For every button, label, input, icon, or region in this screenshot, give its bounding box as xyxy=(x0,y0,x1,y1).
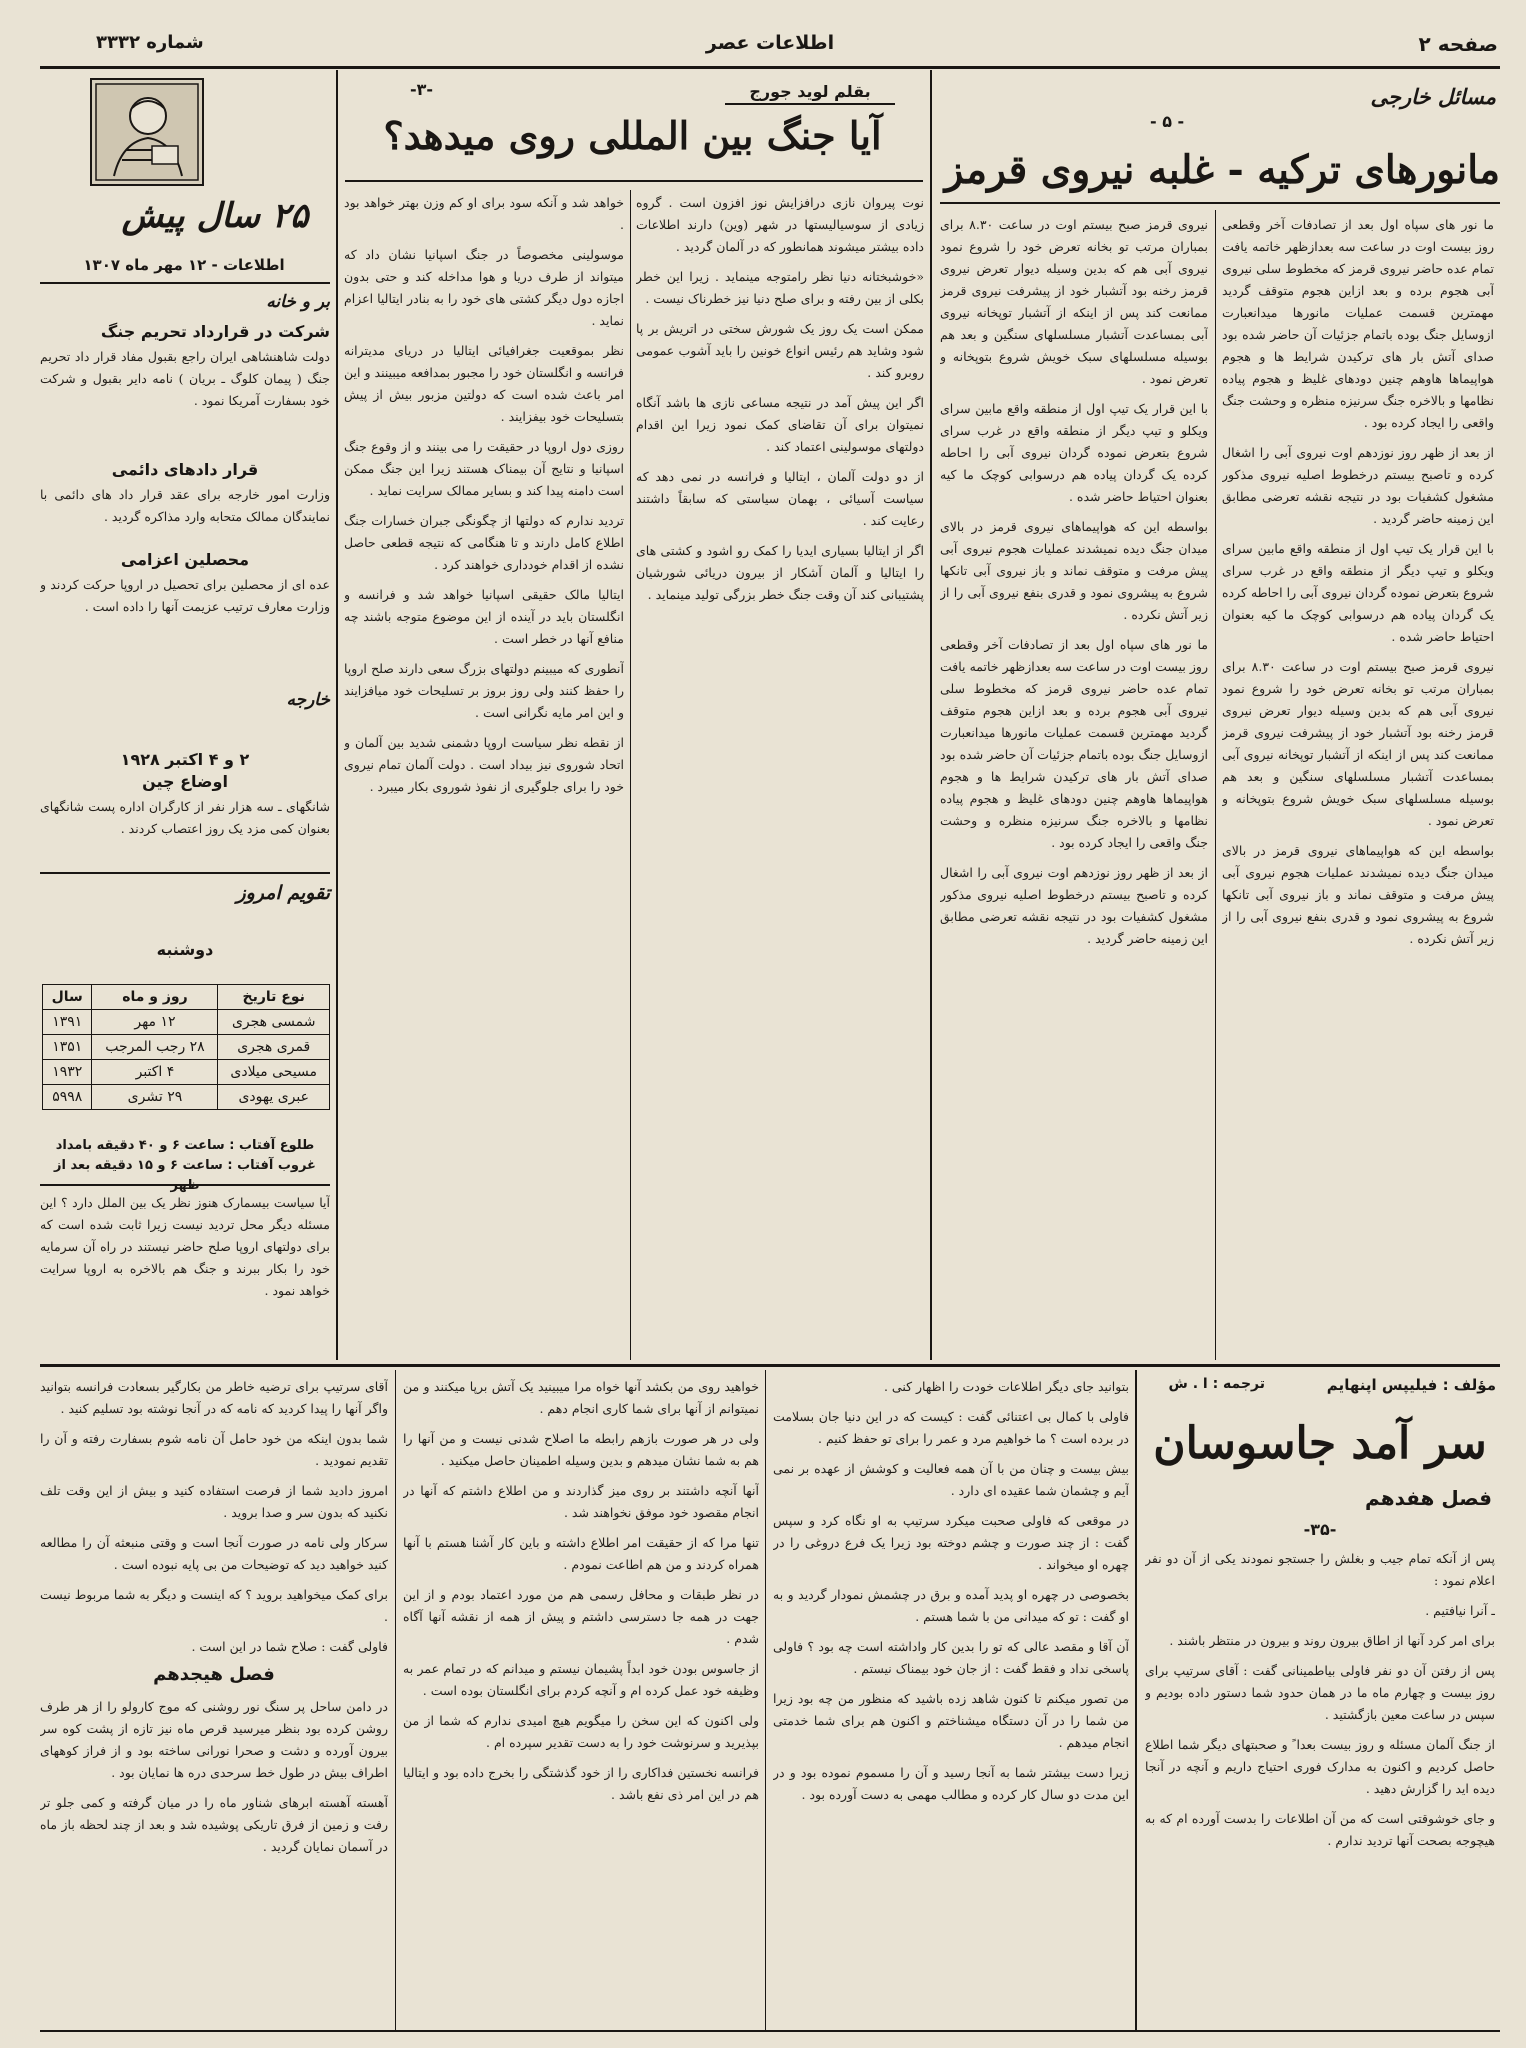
table-row xyxy=(43,1085,330,1110)
column-divider xyxy=(630,190,631,1360)
news-text-3: عده ای از محصلین برای تحصیل در اروپا حرکت کردند و وزارت معارف ترتیب عزیمت آنها را داده است . xyxy=(40,577,330,614)
article-middle-column-1 xyxy=(636,192,924,1342)
table-cell: ۱۹۳۲ xyxy=(43,1060,92,1085)
day-name: دوشنبه xyxy=(156,940,214,959)
paragraph: ولی در هر صورت بازهم رابطه ما اصلاح شدنی نیست و من آنها را هم به شما نشان میدهم و بدین وسیله اطمینان حاصل میکنید . xyxy=(403,1431,759,1468)
table-row xyxy=(43,1010,330,1035)
paragraph: بواسطه این که هواپیماهای نیروی قرمز در بالای میدان جنگ دیده نمیشدند عملیات هجوم نیروی آبی پیش مرفت و متوقف نماند و باز نیروی آبی تانکها شروع به پیشروی نمود و قدری بنفع نیروی آبی را از زیر آتش نکرده . xyxy=(1222,843,1494,946)
table-row xyxy=(43,1060,330,1085)
paragraph: ایتالیا مالک حقیقی اسپانیا خواهد شد و فرانسه و انگلستان باید در آینده از این موضوع متوجه باشند چه منافع آنها در خطر است . xyxy=(344,587,624,646)
paragraph: «خوشبختانه دنیا نظر رامتوجه مینماید . زیرا این خطر بکلی از بین رفته و برای صلح دنیا نیز خطرناک نیست . xyxy=(636,269,924,306)
table-row xyxy=(43,1035,330,1060)
table-cell: ۱۳۹۱ xyxy=(43,1010,92,1035)
serial-title: سر آمد جاسوسان xyxy=(1153,1418,1487,1469)
foreign-date: ۲ و ۴ اکتبر ۱۹۲۸ xyxy=(120,750,250,769)
paragraph: آهسته آهسته ابرهای شناور ماه را در میان گرفته و کمی جلو تر رفت و زمین از فرق تاریکی پوشیده شد و بعد از چند لحظه باز ماه در آسمان نمایان گردید . xyxy=(40,1795,388,1854)
foreign-text: شانگهای ـ سه هزار نفر از کارگران اداره پست شانگهای بعنوان کمی مزد یک روز اعتصاب کردند . xyxy=(40,799,330,836)
news-head-1: شرکت در قرارداد تحریم جنگ xyxy=(100,322,330,341)
paragraph: در موقعی که فاولی صحبت میکرد سرتیپ به او نگاه کرد و سپس گفت : از چند صورت و چشم دوخته بود زیرا یک فرع دروغی را در چهره او میخواند . xyxy=(773,1513,1129,1572)
masthead-rule xyxy=(40,66,1500,69)
serial-number: -۳۵- xyxy=(1303,1520,1337,1539)
calendar-table xyxy=(42,984,330,1110)
paragraph: برای کمک میخواهید بروید ؟ که اینست و دیگر به شما مربوط نیست . xyxy=(40,1587,388,1624)
table-header: نوع تاریخ xyxy=(218,985,330,1010)
foreign-head: اوضاع چین xyxy=(142,772,228,791)
paragraph: نیروی قرمز صبح بیستم اوت در ساعت ۸.۳۰ برای بمباران مرتب تو بخانه تعرض خود را شروع نمود نیروی آبی هم که بدین وسیله دیوار تعرض نیروی قرمز رخنه بود آتشبار خود از پیشرفت نیروی قرمز ممانعت کند پس از اینکه از آتشبار توپخانه نیروی آبی بمساعدت آتشبار مسلسلهای سنگین و بعد هم بوسیله مسلسلهای سبک خویش شروع بتوپخانه و تعرض نمود . xyxy=(940,217,1208,386)
paragraph: سرکار ولی نامه در صورت آنجا است و وقتی منبعثه آن را مطالعه کنید خواهید دید که توضیحات من بی پایه نبوده است . xyxy=(40,1535,388,1572)
serial-translator: ترجمه : ا . ش xyxy=(1168,1376,1265,1392)
paragraph: تنها مرا که از حقیقت امر اطلاع داشته و باین کار آشنا هستم با آنها همراه کردند و من هم اطاعت نمودم . xyxy=(403,1535,759,1572)
table-cell: ۵۹۹۸ xyxy=(43,1085,92,1110)
bottom-rule xyxy=(40,2030,1500,2032)
paragraph: بتوانید جای دیگر اطلاعات خودت را اظهار کنی . xyxy=(883,1379,1129,1394)
paragraph: خواهد شد و آنکه سود برای او کم وزن بهتر خواهد بود . xyxy=(344,195,624,232)
table-cell: ۲۹ تشری xyxy=(92,1085,218,1110)
paragraph: من تصور میکنم تا کنون شاهد زده باشید که منظور من چه بود زیرا من شما را در آن دستگاه میشناختم و اکنون هم برای شما خدمتی انجام میدهم . xyxy=(773,1691,1129,1750)
column-divider xyxy=(395,1370,396,2030)
paragraph: فرانسه نخستین فداکاری را از خود گذشتگی را بخرج داده بود و ایتالیا هم در این امر ذی نفع باشد . xyxy=(403,1765,759,1802)
paragraph: بیش بیست و چنان من با آن همه فعالیت و کوشش از عهده بر نمی آیم و چشمان شما عقیده ای دارد . xyxy=(773,1461,1129,1498)
author-byline: بقلم لوید جورج xyxy=(725,82,895,105)
paragraph: شما بدون اینکه من خود حامل آن نامه شوم بسفارت رفته و آن را تقدیم نمودید . xyxy=(40,1431,388,1468)
serial-column-3 xyxy=(403,1376,759,2026)
paragraph: با این قرار یک تیپ اول از منطقه واقع مابین سرای ویکلو و تیپ دیگر از منطقه واقع در غرب سرای شروع بتعرض نموده گردان نیروی آبی را احاطه کرده یک گردان پیاده هم درسوابی کوچک ما کیه بعنوان احتیاط حاضر شده . xyxy=(1222,541,1494,644)
section-calendar: تقویم امروز xyxy=(236,882,330,904)
portrait-icon xyxy=(92,80,202,184)
article-middle-column-2 xyxy=(344,192,624,1342)
paragraph: زیرا دست بیشتر شما به آنجا رسید و آن را مسموم نموده بود و در این مدت دو سال کار کرده و مطالب مهمی به دست آورده بود . xyxy=(773,1765,1129,1802)
box-title: ۲۵ سال پیش xyxy=(121,196,309,236)
paragraph: از بعد از ظهر روز نوزدهم اوت نیروی آبی را اشغال کرده و تاصبح بیستم درخطوط اصلیه نیروی مذکور مشغول کشفیات بود در نتیجه نقشه تعرضی مطابق این زمینه حاضر گردید . xyxy=(940,865,1208,946)
paragraph: موسولینی مخصوصاً در جنگ اسپانیا نشان داد که میتواند از طرف دریا و هوا مداخله کند و حتی بدون اجازه دول دیگر کشتی های خود را به بنادر ایتالیا اعزام نماید . xyxy=(344,247,624,328)
table-header: سال xyxy=(43,985,92,1010)
section-label xyxy=(1196,84,1496,109)
serial-author: مؤلف : فیلیپس اپنهایم xyxy=(1326,1376,1496,1394)
paper-name: اطلاعات عصر xyxy=(705,32,835,54)
paragraph: بخصوصی در چهره او پدید آمده و برق در چشمش نمودار گردید و به او گفت : تو که میدانی من با شما هستم . xyxy=(773,1587,1129,1624)
left-bottom-text: آیا سیاست بیسمارک هنوز نظر یک بین الملل دارد ؟ این مسئله دیگر محل تردید نیست زیرا ثابت شده است که برای دولتهای اروپا صلح حاضر نیستند در راه آن سرمایه خود را بکار ببرند و جنگ هم بالاخره به اروپا سرایت خواهد نمود . xyxy=(40,1195,330,1298)
table-cell: مسیحی میلادی xyxy=(218,1060,330,1085)
section-foreign: خارجه xyxy=(286,690,330,710)
paragraph: در دامن ساحل پر سنگ نور روشنی که موج کارولو را از هر طرف روشن کرده بود بنظر میرسید قرص ماه نیز تازه از پشت کوه سر بیرون آورده و دشت و صحرا نورانی ساخته بود و از فراز کوههای اطراف بیش در طول خط سرحدی دره ها نمایان بود . xyxy=(40,1699,388,1780)
news-head-3: محصلین اعزامی xyxy=(120,550,250,569)
serial-column-1 xyxy=(1145,1548,1495,2028)
table-header: روز و ماه xyxy=(92,985,218,1010)
paragraph: در نظر طبقات و محافل رسمی هم من مورد اعتماد بودم و از این جهت در همه جا دسترسی داشتم و پیش از همه از نقشه آنها آگاه شدم . xyxy=(403,1587,759,1646)
news-text-2: وزارت امور خارجه برای عقد قرار داد های دائمی با نمایندگان ممالک متحابه وارد مذاکره گردید . xyxy=(40,487,330,524)
sun-times: طلوع آفتاب : ساعت ۶ و ۴۰ دقیقه بامداد غروب آفتاب : ساعت ۶ و ۱۵ دقیقه بعد از xyxy=(54,1138,316,1173)
paragraph: ولی اکنون که این سخن را میگویم هیچ امیدی ندارم که شما از من بپذیرید و سرنوشت خود را به دست تقدیر سپرده ام . xyxy=(403,1713,759,1750)
paragraph: بواسطه این که هواپیماهای نیروی قرمز در بالای میدان جنگ دیده نمیشدند عملیات هجوم نیروی آبی پیش مرفت و متوقف نماند و باز نیروی آبی تانکها شروع به پیشروی نمود و قدری بنفع نیروی آبی را از زیر آتش نکرده . xyxy=(940,519,1208,622)
headline-rule xyxy=(345,180,923,182)
paragraph: روزی دول اروپا در حقیقت را می بینند و از وقوع جنگ اسپانیا و نتایج آن بیمناک هستند زیرا این جنگ ممکن است دامنه پیدا کند و بسایر ممالک سرایت نماید . xyxy=(344,439,624,498)
paragraph: با این قرار یک تیپ اول از منطقه واقع مابین سرای ویکلو و تیپ دیگر از منطقه واقع در غرب سرای شروع بتعرض نموده گردان نیروی آبی را احاطه کرده یک گردان پیاده هم درسوابی کوچک ما کیه بعنوان احتیاط حاضر شده . xyxy=(940,401,1208,504)
paragraph: از بعد از ظهر روز نوزدهم اوت نیروی آبی را اشغال کرده و تاصبح بیستم درخطوط اصلیه نیروی مذکور مشغول کشفیات بود در نتیجه نقشه تعرضی مطابق این زمینه حاضر گردید . xyxy=(1222,445,1494,526)
paragraph: اگر از ایتالیا بسیاری ایدیا را کمک رو اشود و کشتی های را ایتالیا و آلمان آشکار از بیرون دریائی شورشیان پشتیبانی کند آن وقت جنگ خطر بزرگی تولید مینماید . xyxy=(636,543,924,602)
issue-number: شماره ۳۳۳۲ xyxy=(96,32,204,53)
paragraph: فاولی گفت : صلاح شما در این است . xyxy=(191,1639,388,1654)
headline-right: مانورهای ترکیه - غلبه نیروی قرمز xyxy=(944,147,1500,193)
paragraph: اگر این پیش آمد در نتیجه مساعی نازی ها باشد آنگاه نمیتوان برای آن تقاضای کمک نمود زیرا این اقدام دولتهای موسولینی اعتماد کند . xyxy=(636,395,924,454)
paragraph: فاولی با کمال بی اعتنائی گفت : کیست که در این دنیا جان بسلامت در برده است ؟ ما خواهیم مرد و عمر را برای تو حفظ کنیم . xyxy=(773,1409,1129,1446)
paragraph: آنطوری که میبینم دولتهای بزرگ سعی دارند صلح اروپا را حفظ کنند ولی روز بروز بر تسلیحات خود میافزایند و این امر مایه نگرانی است . xyxy=(344,661,624,720)
table-cell: ۲۸ رجب المرجب xyxy=(92,1035,218,1060)
table-header-row xyxy=(43,985,330,1010)
news-head-2: قرار دادهای دائمی xyxy=(111,460,259,479)
paragraph: نوت پیروان نازی درافزایش نوز افزون است . گروه زیادی از سوسیالیستها در شهر (وین) دارند اطلاعات داده بیشتر میشوند همانطور که در آلمان گردید . xyxy=(636,195,924,254)
paragraph: ما نور های سپاه اول بعد از تصادفات آخر وقطعی روز بیست اوت در ساعت سه بعدازظهر خاتمه یافت تمام عده حاضر نیروی قرمز که مخطوط سلی نیروی آبی هجوم برده و بعد ازاین هجوم متوقف گردید مهمترین قسمت عملیات مانورها میدانعبارت ازوسایل جنگ بوده باتمام جزئیات آن حاضر شده بود صدای آتش بار های ترکیدن شرایط ها و هجوم هواپیماها هاوهم چنین دودهای غلیظ و هجوم پیاده نظامها و بالاخره جنگ سرنیزه منظره و وحشت جنگ واقعی را ایجاد کرده بود . xyxy=(940,637,1208,850)
column-marker: -۳- xyxy=(410,80,434,99)
column-marker: - ۵ - xyxy=(1150,112,1185,131)
column-divider xyxy=(1215,210,1216,1360)
section-rule xyxy=(40,1364,1500,1367)
table-cell: قمری هجری xyxy=(218,1035,330,1060)
paragraph: پس از رفتن آن دو نفر فاولی بیاطمینانی گفت : آقای سرتیپ برای روز بیست و چهارم ماه ما در همان حدود شما دستور داده بودیم و سپس در ساعت معین بازگشتید . xyxy=(1145,1663,1495,1722)
paragraph: از جنگ آلمان مسئله و روز بیست بعدا ً و صحبتهای دیگر شما اطلاع حاصل کردیم و اکنون به مدارک فوری احتیاج داریم و آنچه در آنجا دیده اید را گزارش دهید . xyxy=(1145,1737,1495,1796)
paragraph: نیروی قرمز صبح بیستم اوت در ساعت ۸.۳۰ برای بمباران مرتب تو بخانه تعرض خود را شروع نمود نیروی آبی هم که بدین وسیله دیوار تعرض نیروی قرمز رخنه بود آتشبار خود از پیشرفت نیروی قرمز ممانعت کند پس از اینکه از آتشبار توپخانه نیروی آبی بمساعدت آتشبار مسلسلهای سنگین و بعد هم بوسیله مسلسلهای سبک خویش شروع بتوپخانه و تعرض نمود . xyxy=(1222,659,1494,828)
column-divider xyxy=(930,70,932,1360)
box-subcaption: اطلاعات - ۱۲ مهر ماه ۱۳۰۷ xyxy=(83,256,285,274)
section-title: مسائل خارجی xyxy=(1370,84,1496,109)
paragraph: نظر بموقعیت جغرافیائی ایتالیا در دریای مدیترانه فرانسه و انگلستان خود را مجبور بمدافعه میبینند و این امر باعث شده است که دولتین مزبور بیش از پیش بتسلیحات خود بیفزایند . xyxy=(344,343,624,424)
headline-rule xyxy=(940,202,1500,204)
paragraph: از نقطه نظر سیاست اروپا دشمنی شدید بین آلمان و اتحاد شوروی نیز بیداد است . دولت آلمان تمام نیروی خود را برای جلوگیری از نفوذ شوروی بکار میبرد . xyxy=(344,735,624,794)
divider xyxy=(40,872,330,874)
paragraph: آقای سرتیپ برای ترضیه خاطر من بکارگیر بسعادت فرانسه بتوانید واگر آنها را پیدا کردید که نامه که در آنجا نوشته بود تسلیم کنید . xyxy=(40,1379,388,1416)
table-cell: ۱۲ مهر xyxy=(92,1010,218,1035)
column-divider xyxy=(336,70,338,1360)
chapter-heading: فصل هیجدهم xyxy=(153,1664,275,1685)
paragraph: برای امر کرد آنها از اطاق بیرون روند و بیرون در منتظر باشند . xyxy=(1169,1633,1495,1648)
paragraph: تردید ندارم که دولتها از چگونگی جبران خسارات جنگ اطلاع کامل دارند و تا هنگامی که نتیجه قطعی حاصل نشده از اقدام خودداری خواهند کرد . xyxy=(344,513,624,572)
paragraph: امروز دادید شما از فرصت استفاده کنید و بیش از این وقت تلف نکنید که بدون سر و صدا بروید . xyxy=(40,1483,388,1520)
paragraph: ما نور های سپاه اول بعد از تصادفات آخر وقطعی روز بیست اوت در ساعت سه بعدازظهر خاتمه یافت تمام عده حاضر نیروی قرمز که مخطوط سلی نیروی آبی هجوم برده و بعد ازاین هجوم متوقف گردید مهمترین قسمت عملیات مانورها میدانعبارت ازوسایل جنگ بوده باتمام جزئیات آن حاضر شده بود صدای آتش بار های ترکیدن شرایط ها و هجوم هواپیماها هاوهم چنین دودهای غلیظ و هجوم پیاده نظامها و بالاخره جنگ سرنیزه منظره و وحشت جنگ واقعی را ایجاد کرده بود . xyxy=(1222,217,1494,430)
serial-column-2 xyxy=(773,1376,1129,2026)
article-right-column-1 xyxy=(1222,214,1494,1344)
serial-chapter: فصل هفدهم xyxy=(1365,1486,1492,1510)
paragraph: آنها آنچه داشتند بر روی میز گذاردند و من اطلاع داشتم که آنها در انجام مقصود خود موفق نخواهند شد . xyxy=(403,1483,759,1520)
paragraph: پس از آنکه تمام جیب و بغلش را جستجو نمودند یکی از آن دو نفر اعلام نمود : xyxy=(1145,1551,1495,1588)
section-domestic: بر و خانه xyxy=(266,292,330,312)
table-cell: شمسی هجری xyxy=(218,1010,330,1035)
table-cell: ۴ اکتبر xyxy=(92,1060,218,1085)
table-cell: ۱۳۵۱ xyxy=(43,1035,92,1060)
table-cell: عبری یهودی xyxy=(218,1085,330,1110)
illustration-portrait xyxy=(90,78,204,186)
paragraph: ـ آنرا نیافتیم . xyxy=(1425,1603,1495,1618)
column-divider xyxy=(1135,1370,1137,2030)
page-number: صفحه ۲ xyxy=(1418,32,1498,56)
paragraph: خواهید روی من بکشد آنها خواه مرا میبینید یک آتش برپا میکنند و من نمیتوانم از آنها برای شما کاری انجام دهم . xyxy=(403,1379,759,1416)
divider xyxy=(40,282,330,284)
headline-middle: آیا جنگ بین المللی روی میدهد؟ xyxy=(383,113,882,158)
paragraph: از دو دولت آلمان ، ایتالیا و فرانسه در نمی دهد که سیاست آسیائی ، بهمان سیاستی که سابقاً داشتند رعایت کند . xyxy=(636,469,924,528)
news-text-1: دولت شاهنشاهی ایران راجع بقبول مفاد قرار داد تحریم جنگ ( پیمان کلوگ ـ بریان ) نامه دایر بقبول و شرکت خود بسفارت آمریکا نمود . xyxy=(40,349,330,408)
paragraph: آن آقا و مقصد عالی که تو را بدین کار واداشته است چه بود ؟ فاولی پاسخی نداد و فقط گفت : از جان خود بیمناک نیستم . xyxy=(773,1639,1129,1676)
paragraph: و جای خوشوقتی است که من آن اطلاعات را بدست آورده ام که به هیچوجه بصحت آنها تردید ندارم . xyxy=(1145,1811,1495,1848)
column-divider xyxy=(765,1370,766,2030)
serial-column-4-continued xyxy=(40,1696,388,2026)
calendar-table-wrap xyxy=(42,984,330,1110)
paragraph: ممکن است یک روز یک شورش سختی در اتریش بر پا شود وشاید هم رئیس انواع خونین را باید آشوب عمومی روبرو کند . xyxy=(636,321,924,380)
divider xyxy=(40,1184,330,1186)
serial-column-4 xyxy=(40,1376,388,1656)
article-right-column-2 xyxy=(940,214,1208,1344)
paragraph: از جاسوس بودن خود ابداً پشیمان نیستم و میدانم که در تمام عمر به وظیفه خود عمل کرده ام و آنچه کردم برای انگلستان بوده است . xyxy=(403,1661,759,1698)
